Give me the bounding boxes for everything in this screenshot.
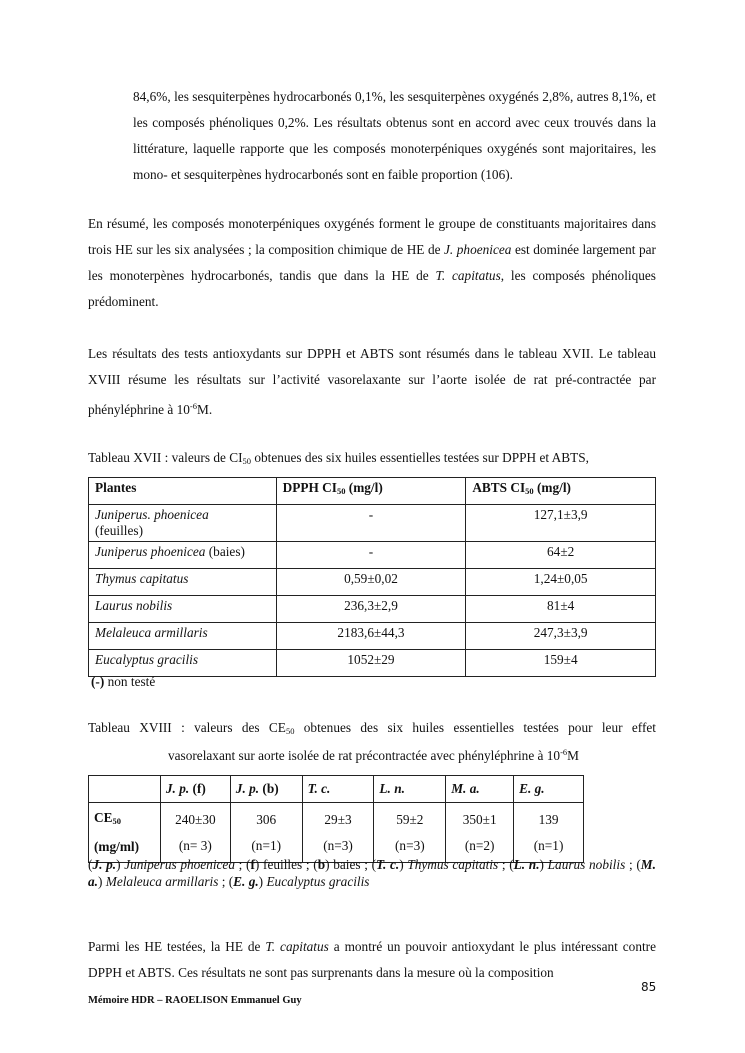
paragraph-4	[88, 934, 656, 986]
value: 59±2	[396, 811, 424, 827]
value: 306	[256, 811, 277, 827]
caption-text: obtenues des six huiles essentielles testées sur DPPH et ABTS,	[251, 450, 589, 465]
header-jp-f	[160, 776, 230, 803]
dpph-cell: 0,59±0,02	[276, 569, 466, 596]
value-cell	[514, 803, 584, 863]
note-symbol: (-)	[91, 674, 105, 689]
dpph-cell: -	[276, 542, 466, 569]
subscript: 50	[242, 456, 252, 466]
empty-header-cell	[89, 776, 161, 803]
exponent: -6	[189, 401, 198, 411]
plant-name: Melaleuca armillaris	[95, 625, 208, 640]
plant-part: (feuilles)	[95, 523, 143, 538]
species-name: Melaleuca armillaris	[105, 874, 219, 889]
dpph-cell: 1052±29	[276, 650, 466, 677]
plant-cell	[89, 505, 277, 542]
value: 29±3	[324, 811, 352, 827]
plant-cell	[89, 623, 277, 650]
sample-size: (n=2)	[464, 837, 495, 853]
table-row	[89, 542, 656, 569]
header-ma	[446, 776, 514, 803]
row-label-ce50	[89, 803, 161, 863]
value-cell	[302, 803, 374, 863]
paragraph-2	[88, 211, 656, 315]
value-cell	[374, 803, 446, 863]
page-number: 85	[641, 980, 657, 994]
table-18-legend: (J. p.) Juniperus phoenicea ; (f) feuilles ; (b) baies ; (T. c.) Thymus capitatis ; (L. n.) Laurus nobilis ; (M. a.) Melaleuca armillaris ; (E. g.) Eucalyptus gracilis	[88, 857, 656, 889]
caption-text: obtenues des six huiles essentielles testées pour leur effet	[294, 720, 656, 735]
table-18-caption-line-2	[168, 747, 579, 764]
abbr: f	[250, 857, 255, 872]
paragraph-4-text-a: Parmi les HE testées, la HE de	[88, 939, 266, 954]
label-text: CE	[94, 810, 113, 825]
dpph-cell: -	[276, 505, 466, 542]
species-abbr: L. n.	[379, 781, 405, 796]
plant-cell	[89, 569, 277, 596]
abts-cell: 247,3±3,9	[466, 623, 656, 650]
species-name: J. phoenicea	[444, 242, 512, 257]
table-row	[89, 505, 656, 542]
species-name: Eucalyptus gracilis	[266, 874, 370, 889]
species-name: Juniperus phoenicea	[124, 857, 235, 872]
label-unit: (mg/ml)	[94, 839, 140, 854]
table-header-row	[89, 478, 656, 505]
paragraph-2-text-b: est dominée largement par les monoterpènes hydrocarbonés, tandis que dans la HE de	[88, 242, 656, 283]
caption-text: M	[567, 748, 579, 763]
plant-name: Eucalyptus gracilis	[95, 652, 199, 667]
header-text: (mg/l)	[533, 480, 571, 495]
header-text: (mg/l)	[345, 480, 383, 495]
plant-name: Thymus capitatus	[95, 571, 189, 586]
abts-cell: 64±2	[466, 542, 656, 569]
table-row	[89, 650, 656, 677]
value-cell	[160, 803, 230, 863]
header-jp-b	[230, 776, 302, 803]
abts-cell: 1,24±0,05	[466, 569, 656, 596]
legend-text: feuilles	[259, 857, 303, 872]
exponent: -6	[560, 747, 568, 757]
table-17-note	[91, 674, 155, 690]
abts-cell: 81±4	[466, 596, 656, 623]
plant-name: Laurus nobilis	[95, 598, 173, 613]
plant-cell	[89, 650, 277, 677]
abbr: b	[317, 857, 326, 872]
table-18	[88, 775, 584, 863]
subscript: 50	[525, 486, 534, 496]
legend-text: baies	[329, 857, 361, 872]
caption-text: Tableau XVII : valeurs de CI	[88, 450, 243, 465]
paragraph-4-text-b: a montré un pouvoir antioxydant le plus intéressant contre DPPH et ABTS. Ces résultats ne sont pas surprenants dans la mesure où la composition	[88, 939, 656, 980]
value-cell	[446, 803, 514, 863]
value: 350±1	[462, 811, 497, 827]
header-tc	[302, 776, 374, 803]
caption-text: Tableau XVIII : valeurs des CE	[88, 720, 286, 735]
subscript: 50	[285, 726, 295, 736]
header-ln	[374, 776, 446, 803]
header-text: ABTS CI	[472, 480, 526, 495]
footer-text: Mémoire HDR – RAOELISON Emmanuel Guy	[88, 995, 302, 1006]
caption-text: vasorelaxant sur aorte isolée de rat précontractée avec phényléphrine à 10	[168, 748, 561, 763]
header-eg	[514, 776, 584, 803]
paragraph-1: 84,6%, les sesquiterpènes hydrocarbonés 0,1%, les sesquiterpènes oxygénés 2,8%, autres 8,1%, et les composés phénoliques 0,2%. Les résultats obtenus sont en accord avec ceux trouvés dans la littérature, laquelle rapporte que les composés monoterpéniques oxygénés sont majoritaires, les mono- et sesquiterpènes hydrocarbonés sont en faible proportion (106).	[133, 89, 656, 182]
abbr: J. p.	[92, 857, 117, 872]
paragraph-2-text-a: En résumé, les composés monoterpéniques oxygénés forment le groupe de constituants majoritaires dans trois HE sur les six analysées ; la composition chimique de HE de	[88, 216, 656, 257]
species-name: T. capitatus	[435, 268, 501, 283]
header-suffix: (f)	[189, 781, 206, 796]
species-name: T. capitatus	[265, 939, 329, 954]
abbr: L. n.	[513, 857, 540, 872]
abts-cell: 127,1±3,9	[466, 505, 656, 542]
plant-part: (baies)	[205, 544, 245, 559]
header-plantes: Plantes	[89, 478, 277, 505]
table-header-row	[89, 776, 584, 803]
table-17-caption	[88, 450, 656, 466]
header-suffix: (b)	[259, 781, 279, 796]
paragraph-2-text-c: , les composés phénoliques prédominent.	[88, 268, 656, 309]
table-row	[89, 596, 656, 623]
paragraph-3	[88, 341, 656, 423]
subscript: 50	[336, 486, 346, 496]
paragraph-3-text-b: M.	[197, 402, 213, 417]
sample-size: (n=3)	[395, 837, 425, 853]
sample-size: (n= 3)	[178, 837, 212, 853]
value-cell	[230, 803, 302, 863]
species-abbr: T. c.	[307, 781, 331, 796]
sample-size: (n=1)	[533, 837, 564, 853]
table-row	[89, 569, 656, 596]
subscript: 50	[112, 816, 121, 826]
species-name: Laurus nobilis	[547, 857, 626, 872]
table-18-caption	[88, 720, 656, 736]
dpph-cell: 236,3±2,9	[276, 596, 466, 623]
table-17	[88, 477, 656, 677]
species-abbr: J. p.	[165, 781, 190, 796]
value: 240±30	[175, 811, 216, 827]
header-text: DPPH CI	[282, 480, 337, 495]
plant-name: Juniperus phoenicea	[95, 544, 206, 559]
abbr: T. c.	[376, 857, 400, 872]
header-dpph	[276, 478, 466, 505]
species-abbr: J. p.	[235, 781, 260, 796]
sample-size: (n=3)	[323, 837, 353, 853]
table-row	[89, 803, 584, 863]
abts-cell: 159±4	[466, 650, 656, 677]
plant-name: Juniperus. phoenicea	[95, 507, 209, 522]
species-abbr: E. g.	[519, 781, 545, 796]
abbr: M. a.	[88, 857, 656, 889]
value: 139	[538, 811, 559, 827]
dpph-cell: 2183,6±44,3	[276, 623, 466, 650]
note-text: non testé	[104, 674, 156, 689]
species-abbr: M. a.	[451, 781, 480, 796]
plant-cell	[89, 542, 277, 569]
table-row	[89, 623, 656, 650]
header-abts	[466, 478, 656, 505]
paragraph-3-text-a: Les résultats des tests antioxydants sur DPPH et ABTS sont résumés dans le tableau XVII. Le tableau XVIII résume les résultats sur l’activité vasorelaxante sur l’aorte isolée de rat pré-contractée par phényléphrine à 10	[88, 346, 656, 417]
abbr: E. g.	[233, 874, 259, 889]
species-name: Thymus capitatis	[407, 857, 499, 872]
sample-size: (n=1)	[251, 837, 282, 853]
plant-cell	[89, 596, 277, 623]
